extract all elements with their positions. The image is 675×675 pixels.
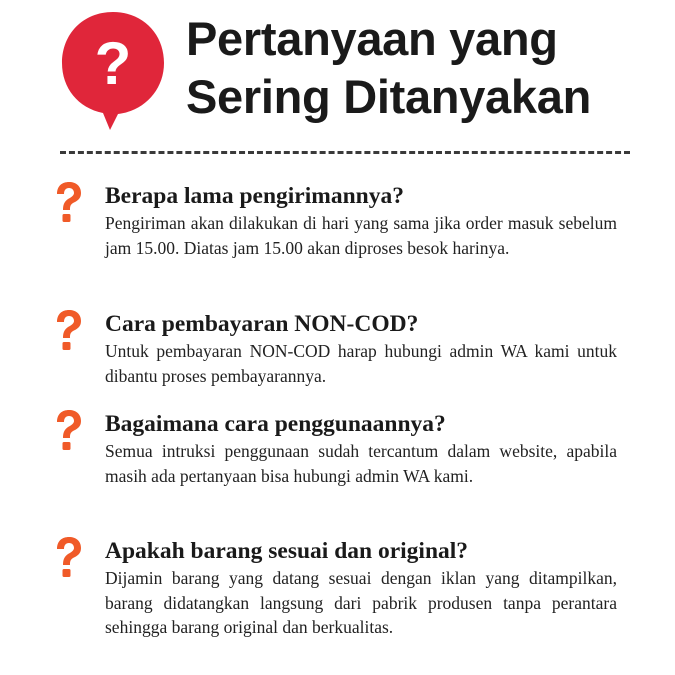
faq-question: Apakah barang sesuai dan original? xyxy=(105,538,469,564)
title-line-1: Pertanyaan yang xyxy=(186,12,558,65)
faq-answer: Dijamin barang yang datang sesuai dengan iklan yang ditampilkan, barang didatangkan langsung dari pabrik produsen tanpa perantara sehingga barang original dan berkualitas. xyxy=(105,568,617,637)
question-mark-icon xyxy=(48,535,88,579)
faq-question: Berapa lama pengirimannya? xyxy=(105,183,404,209)
question-mark-icon xyxy=(48,180,88,224)
faq-answer: Untuk pembayaran NON-COD harap hubungi admin WA kami untuk dibantu proses pembayarannya. xyxy=(105,341,617,386)
bubble-question-mark: ? xyxy=(94,30,132,97)
question-mark-icon xyxy=(48,408,88,452)
faq-answer: Pengiriman akan dilakukan di hari yang sama jika order masuk sebelum jam 15.00. Diatas jam 15.00 akan diproses besok harinya. xyxy=(105,213,617,258)
faq-item xyxy=(0,308,675,388)
faq-item xyxy=(0,535,675,665)
header xyxy=(0,0,675,150)
faq-item xyxy=(0,408,675,513)
faq-answer: Semua intruksi penggunaan sudah tercantum dalam website, apabila masih ada pertanyaan bisa hubungi admin WA kami. xyxy=(105,441,617,486)
question-mark-icon xyxy=(48,308,88,352)
page-title xyxy=(186,10,591,126)
faq-question: Bagaimana cara penggunaannya? xyxy=(105,411,446,437)
faq-item xyxy=(0,180,675,285)
question-bubble-icon xyxy=(58,8,168,133)
dashed-divider xyxy=(60,151,630,154)
faq-question: Cara pembayaran NON-COD? xyxy=(105,311,419,337)
title-line-2: Sering Ditanyakan xyxy=(186,70,591,123)
